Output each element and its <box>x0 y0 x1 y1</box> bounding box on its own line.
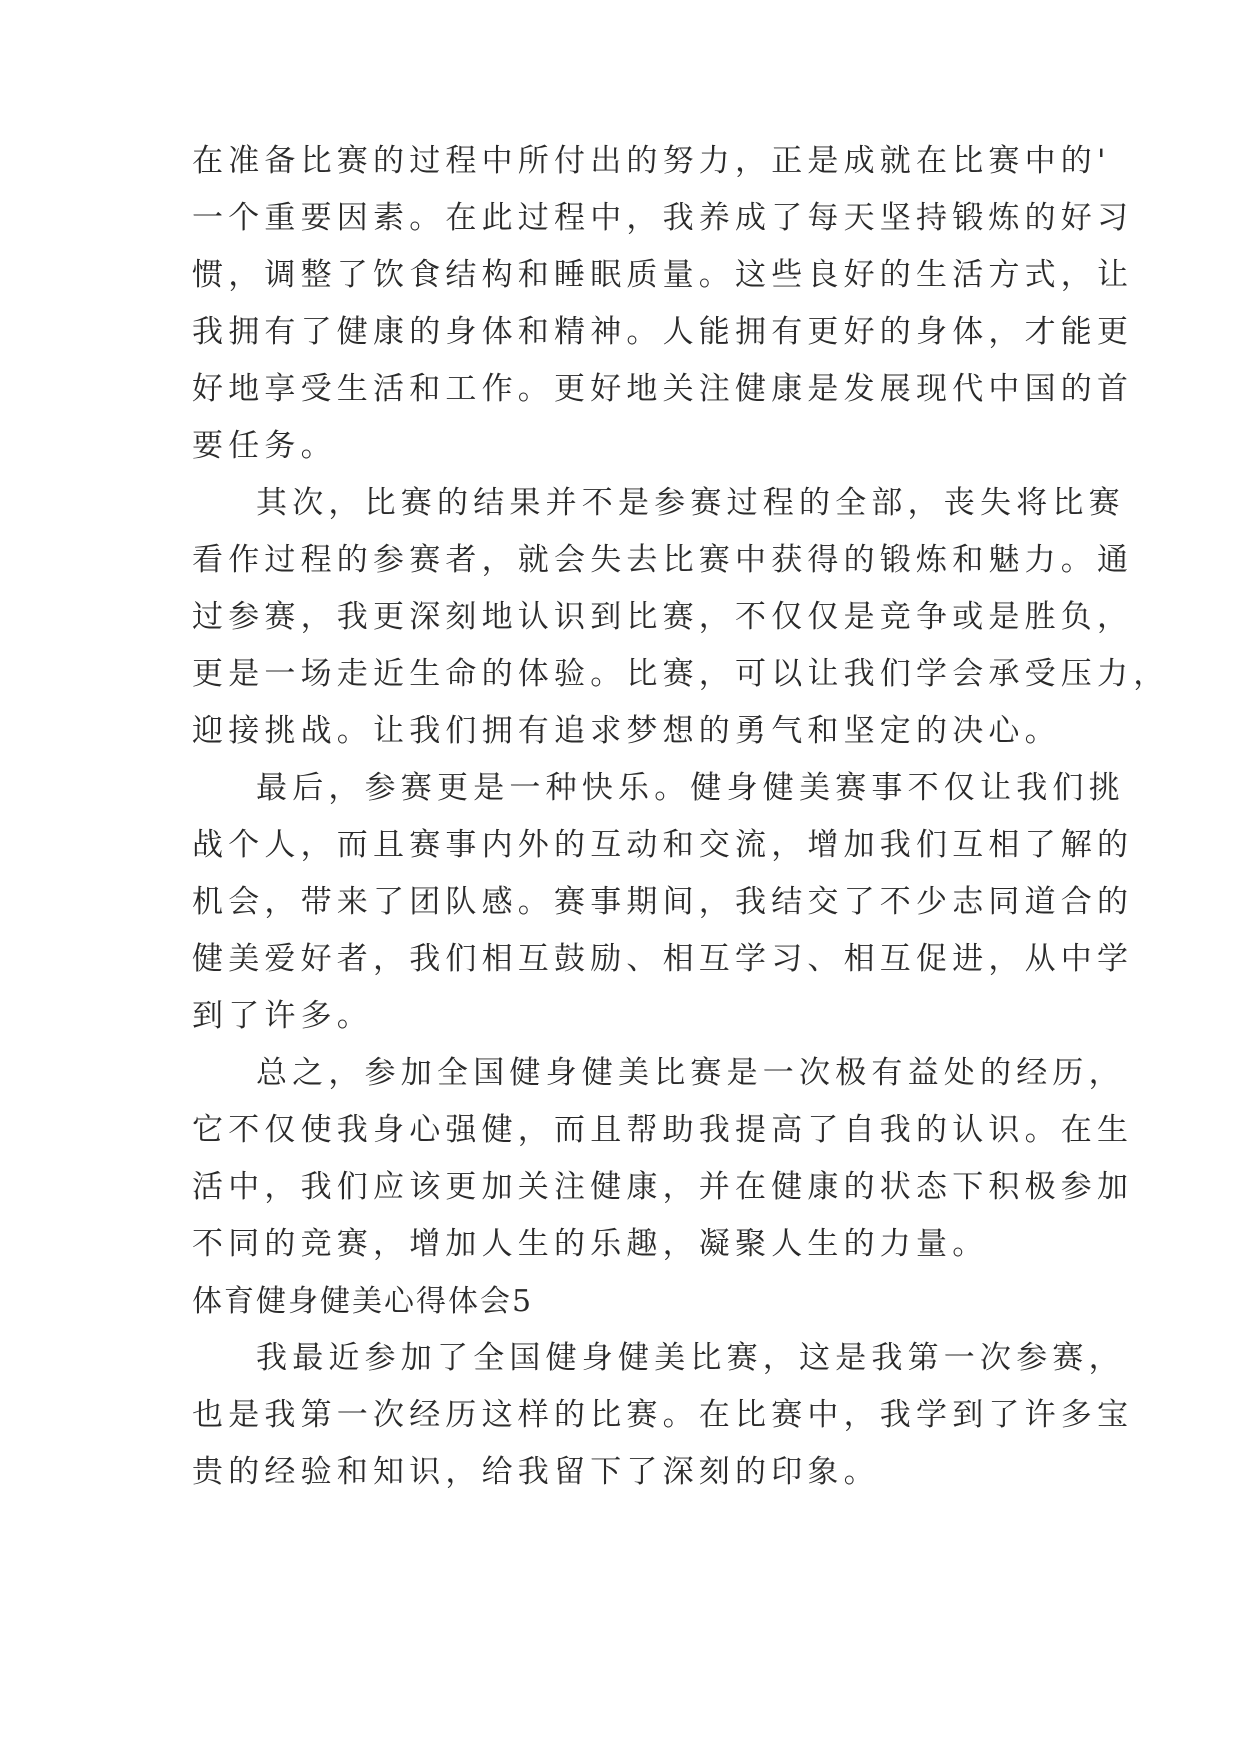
text-line: 战个人，而且赛事内外的互动和交流，增加我们互相了解的 <box>192 827 1134 863</box>
paragraph-2 <box>192 475 1170 760</box>
text-line: 最后，参赛更是一种快乐。健身健美赛事不仅让我们挑 <box>256 770 1125 806</box>
text-line: 也是我第一次经历这样的比赛。在比赛中，我学到了许多宝 <box>192 1397 1134 1433</box>
paragraph-1 <box>192 133 1134 475</box>
text-line: 它不仅使我身心强健，而且帮助我提高了自我的认识。在生 <box>192 1112 1134 1148</box>
text-line: 在准备比赛的过程中所付出的努力，正是成就在比赛中的' <box>192 143 1111 179</box>
text-line: 健美爱好者，我们相互鼓励、相互学习、相互促进，从中学 <box>192 941 1134 977</box>
text-line: 更是一场走近生命的体验。比赛，可以让我们学会承受压力， <box>192 656 1170 692</box>
text-line: 其次，比赛的结果并不是参赛过程的全部，丧失将比赛 <box>256 485 1125 521</box>
text-line: 过参赛，我更深刻地认识到比赛，不仅仅是竞争或是胜负， <box>192 599 1134 635</box>
paragraph-3 <box>192 760 1134 1045</box>
text-line: 惯，调整了饮食结构和睡眠质量。这些良好的生活方式，让 <box>192 257 1134 293</box>
text-line: 看作过程的参赛者，就会失去比赛中获得的锻炼和魅力。通 <box>192 542 1134 578</box>
paragraph-4 <box>192 1045 1134 1273</box>
text-line: 我拥有了健康的身体和精神。人能拥有更好的身体，才能更 <box>192 314 1134 350</box>
text-line: 我最近参加了全国健身健美比赛，这是我第一次参赛， <box>256 1340 1125 1376</box>
text-line: 活中，我们应该更加关注健康，并在健康的状态下积极参加 <box>192 1169 1134 1205</box>
text-line: 不同的竞赛，增加人生的乐趣，凝聚人生的力量。 <box>192 1226 989 1262</box>
section-heading: 体育健身健美心得体会5 <box>192 1284 534 1319</box>
text-line: 总之，参加全国健身健美比赛是一次极有益处的经历， <box>256 1055 1125 1091</box>
text-line: 贵的经验和知识，给我留下了深刻的印象。 <box>192 1454 880 1490</box>
text-line: 要任务。 <box>192 428 337 464</box>
text-line: 机会，带来了团队感。赛事期间，我结交了不少志同道合的 <box>192 884 1134 920</box>
text-line: 到了许多。 <box>192 998 373 1034</box>
paragraph-5 <box>192 1330 1134 1501</box>
text-line: 一个重要因素。在此过程中，我养成了每天坚持锻炼的好习 <box>192 200 1134 236</box>
text-line: 迎接挑战。让我们拥有追求梦想的勇气和坚定的决心。 <box>192 713 1061 749</box>
document-body <box>192 133 1170 1501</box>
text-line: 好地享受生活和工作。更好地关注健康是发展现代中国的首 <box>192 371 1134 407</box>
